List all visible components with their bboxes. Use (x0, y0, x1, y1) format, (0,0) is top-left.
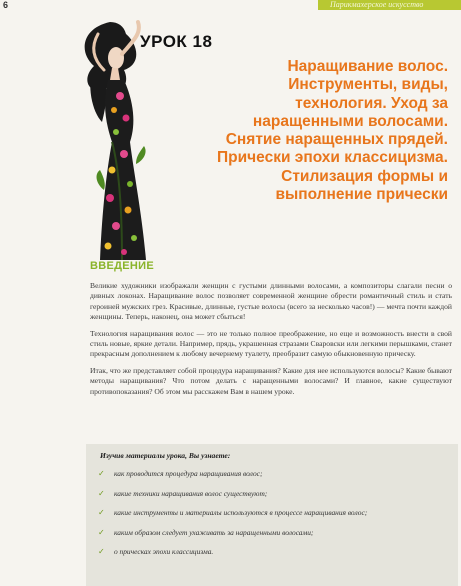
learning-outcomes-list (98, 469, 448, 567)
paragraph: Технология наращивания волос — это не только полное преображение, но еще и возможность внести в свой стиль новые, яркие детали. Например, прядь, украшенная стразами Сваровски или легкими перышками, станет прекрасным дополнением к любому вечернему туалету, преобразит самую обыкновенную прическу. (90, 328, 452, 359)
list-item (98, 508, 448, 528)
list-item (98, 547, 448, 567)
list-item-text: о прическах эпохи классицизма. (114, 547, 214, 556)
running-head-bar (318, 0, 461, 10)
list-item-text: какие инструменты и материалы используются в процессе наращивания волос; (114, 508, 368, 517)
paragraph: Итак, что же представляет собой процедура наращивания? Какие для нее используются волосы? Какие бывают методы наращивания? Что потом делать с наращенными волосами? И главное, какие существуют противопоказания? Об этом мы расскажем Вам в нашем уроке. (90, 365, 452, 396)
section-heading: ВВЕДЕНИЕ (90, 260, 154, 272)
list-item (98, 469, 448, 489)
checkmark-icon: ✓ (98, 527, 105, 537)
lesson-label: УРОК 18 (140, 32, 213, 51)
list-item (98, 489, 448, 509)
page-number: 6 (3, 0, 9, 10)
running-head-title: Парикмахерское искусство (330, 0, 424, 9)
learning-outcomes-title: Изучив материалы урока, Вы узнаете: (100, 451, 231, 460)
lesson-title: Наращивание волос. Инструменты, виды, технология. Уход за наращенными волосами. Снятие наращенных прядей. Прически эпохи классицизма. Стилизация формы и выполнение прически (217, 58, 448, 204)
checkmark-icon: ✓ (98, 469, 105, 478)
checkmark-icon: ✓ (98, 508, 105, 517)
list-item-text: каким образом следует ухаживать за наращенными волосами; (114, 527, 314, 537)
paragraph: Великие художники изображали женщин с густыми длинными волосами, а композиторы слагали песни о дивных локонах. Наращивание волос позволяет современной женщине обрести романтичный стиль и стать героиней мужских грез. Красивые, длинные, густые волосы (всего за несколько часов!) — мечта почти каждой женщины. Теперь, наконец, она может сбыться! (90, 281, 452, 322)
checkmark-icon: ✓ (98, 547, 105, 556)
list-item-text: какие техники наращивания волос существуют; (114, 488, 268, 498)
checkmark-icon: ✓ (98, 488, 105, 498)
list-item (98, 528, 448, 548)
list-item-text: как проводится процедура наращивания волос; (114, 469, 263, 478)
intro-text (90, 281, 452, 403)
